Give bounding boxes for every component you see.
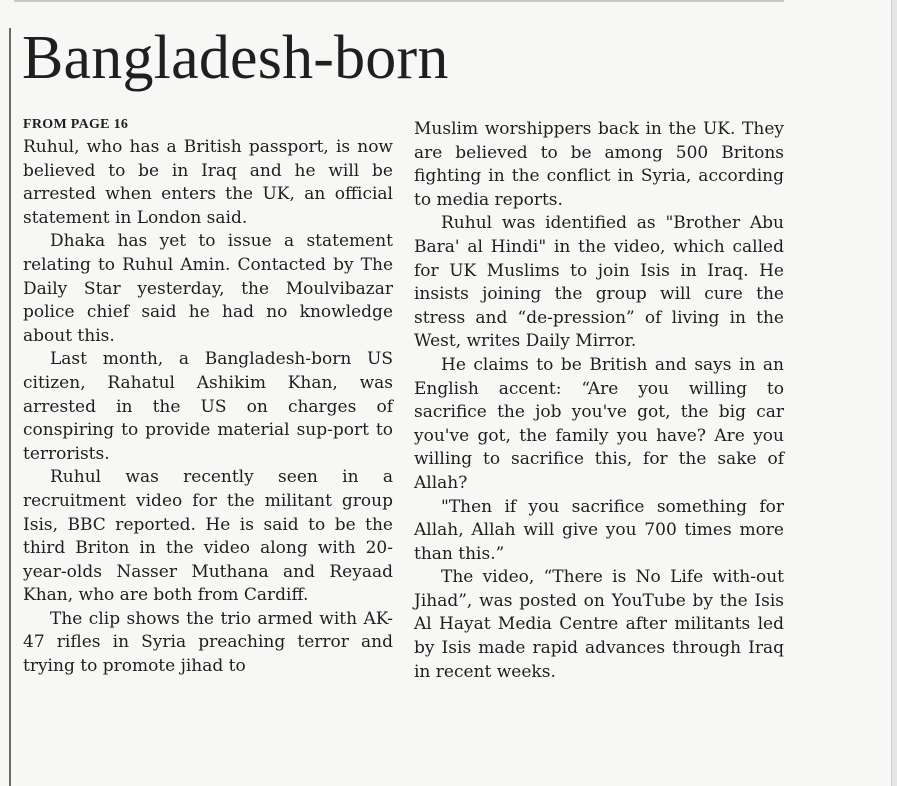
paragraph: The video, “There is No Life with-out Jihad”, was posted on YouTube by the Isis Al Hayat Media Centre after militants led by Isis made rapid advances through Iraq in recent weeks. <box>414 567 784 682</box>
paragraph: Ruhul was identified as "Brother Abu Bara' al Hindi" in the video, which called for UK Muslims to join Isis in Iraq. He insists joining the group will cure the stress and “de-pression” of living in the West, writes Daily Mirror. <box>414 213 784 352</box>
column-rule <box>9 28 11 786</box>
page-edge <box>891 0 897 786</box>
top-rule <box>14 0 784 2</box>
paragraph: Dhaka has yet to issue a statement relating to Ruhul Amin. Contacted by The Daily Star yesterday, the Moulvibazar police chief said he had no knowledge about this. <box>23 231 393 346</box>
paragraph: The clip shows the trio armed with AK-47 rifles in Syria preaching terror and trying to promote jihad to <box>23 608 393 677</box>
left-column <box>23 114 393 679</box>
paragraph: "Then if you sacrifice something for Allah, Allah will give you 700 times more than this.” <box>414 496 784 564</box>
continuation-kicker: FROM PAGE 16 <box>23 117 129 132</box>
paragraph: Ruhul, who has a British passport, is now believed to be in Iraq and he will be arrested when enters the UK, an official statement in London said. <box>23 137 393 228</box>
paragraph: Last month, a Bangladesh-born US citizen, Rahatul Ashikim Khan, was arrested in the US on charges of conspiring to provide material sup-port to terrorists. <box>23 349 393 464</box>
paragraph: Ruhul was recently seen in a recruitment video for the militant group Isis, BBC reported. He is said to be the third Briton in the video along with 20-year-olds Nasser Muthana and Reyaad Khan, who are both from Cardiff. <box>23 467 393 606</box>
headline: Bangladesh-born <box>22 24 449 92</box>
paragraph: Muslim worshippers back in the UK. They are believed to be among 500 Britons fighting in the conflict in Syria, according to media reports. <box>414 119 784 210</box>
right-column <box>414 118 784 684</box>
paragraph: He claims to be British and says in an English accent: “Are you willing to sacrifice the job you've got, the big car you've got, the family you have? Are you willing to sacrifice this, for the sake of Allah? <box>414 354 784 493</box>
